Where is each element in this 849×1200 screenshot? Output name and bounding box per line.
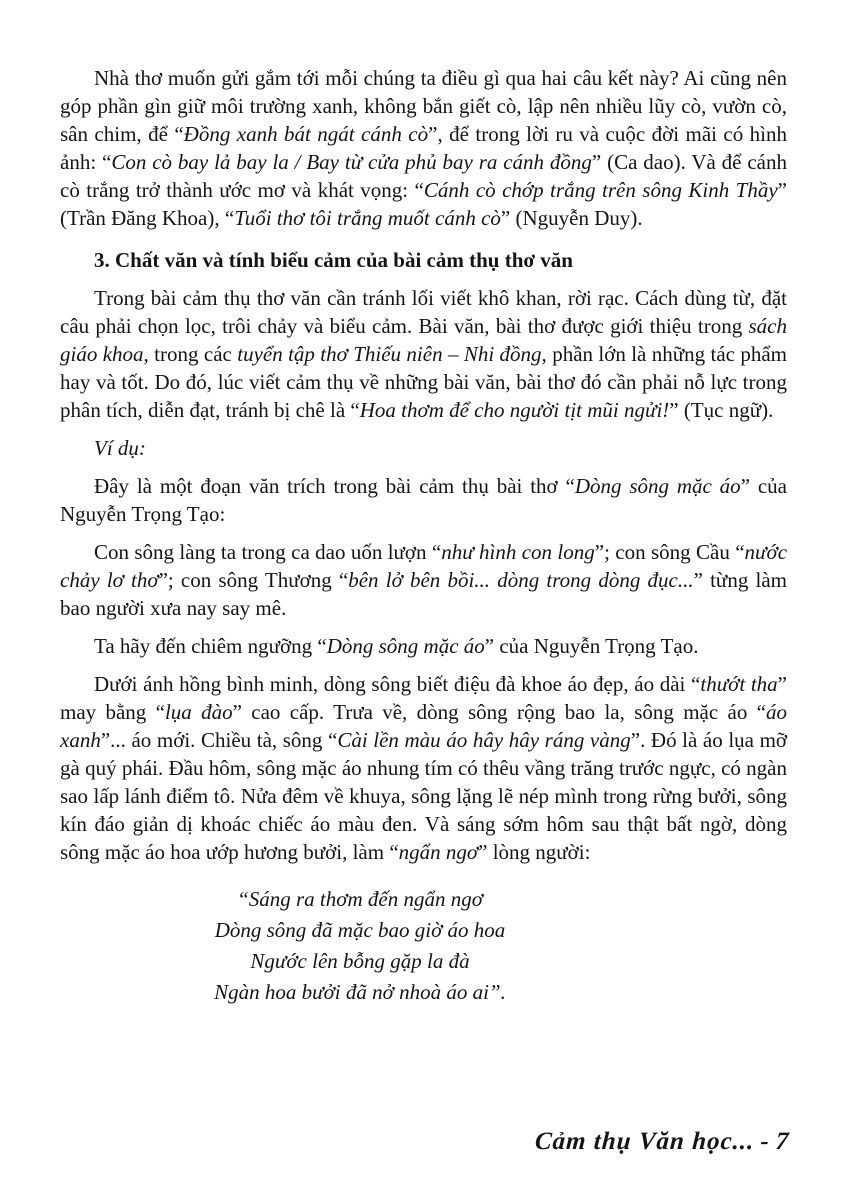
quoted-italic-text: lụa đào <box>164 700 233 724</box>
body-text: ” cao cấp. Trưa về, dòng sông rộng bao la, sông mặc áo “ <box>232 700 766 724</box>
paragraph <box>60 434 787 462</box>
body-text: ” (Nguyễn Duy). <box>500 206 643 230</box>
quoted-italic-text: Tuổi thơ tôi trắng muốt cánh cò <box>234 206 501 230</box>
quoted-italic-text: áo xanh <box>60 700 787 752</box>
page-footer <box>534 1128 790 1156</box>
quoted-italic-text: Cánh cò chớp trắng trên sông Kinh Thầy <box>423 178 778 202</box>
quoted-italic-text: Hoa thơm để cho người tịt mũi ngửi! <box>359 398 670 422</box>
body-text: , trong các <box>143 342 238 366</box>
body-text: ” của Nguyễn Trọng Tạo: <box>60 474 787 526</box>
body-text: ”; con sông Thương “ <box>158 568 349 592</box>
body-text: ” lòng người: <box>478 840 591 864</box>
paragraph <box>60 538 787 622</box>
body-text: Dưới ánh hồng bình minh, dòng sông biết điệu đà khoe áo đẹp, áo dài “ <box>94 672 701 696</box>
body-text: 3. Chất văn và tính biểu cảm của bài cảm thụ thơ văn <box>94 248 573 272</box>
page-content <box>60 64 787 1008</box>
quoted-italic-text: Ví dụ: <box>94 436 146 460</box>
quoted-italic-text: bên lở bên bồi... dòng trong dòng đục... <box>348 568 694 592</box>
body-text: phần lớn là những tác phẩm hay và tốt. Do đó, lúc viết cảm thụ về những bài văn, bài thơ đó cần phải nỗ lực trong phân tích, diễn đạt, tránh bị chê là “ <box>60 342 788 422</box>
quoted-italic-text: Dòng sông mặc áo <box>326 634 485 658</box>
quoted-italic-text: Cài lền màu áo hây hây ráng vàng <box>337 728 631 752</box>
body-text: ” may bằng “ <box>60 672 787 724</box>
poem-line: Dòng sông đã mặc bao giờ áo hoa <box>214 918 506 942</box>
quoted-italic-text: như hình con long <box>441 540 595 564</box>
body-text: ”. Đó là áo lụa mỡ gà quý phái. Đầu hôm, sông mặc áo nhung tím có thêu vầng trăng trước ngực, có ngàn sao lấp lánh điểm tô. Nửa đêm về khuya, sông lặng lẽ nép mình trong rừng bưởi, sông kín đáo giản dị khoác chiếc áo màu đen. Và sáng sớm hôm sau thật bất ngờ, dòng sông mặc áo hoa ướp hương bưởi, làm “ <box>60 728 788 864</box>
poem-line: Ngàn hoa bưởi đã nở nhoà áo ai”. <box>214 980 506 1004</box>
body-text: Trong bài cảm thụ thơ văn cần tránh lối viết khô khan, rời rạc. Cách dùng từ, đặt câu phải chọn lọc, trôi chảy và biểu cảm. Bài văn, bài thơ được giới thiệu trong <box>60 286 787 338</box>
body-text: ” (Tục ngữ). <box>669 398 774 422</box>
footer-running-title: Cảm thụ Văn học... <box>533 1128 756 1155</box>
quoted-italic-text: thướt tha <box>700 672 778 696</box>
quoted-italic-text: Đồng xanh bát ngát cánh cò <box>183 122 429 146</box>
body-text: Ta hãy đến chiêm ngưỡng “ <box>94 634 327 658</box>
body-text: ”, để trong lời ru và cuộc đời mãi có hình ảnh: “ <box>60 122 787 174</box>
body-text: ” từng làm bao người xưa nay say mê. <box>60 568 787 620</box>
quoted-italic-text: Con cò bay lả bay la / Bay từ cửa phủ bay ra cánh đồng <box>111 150 592 174</box>
quoted-italic-text: ngẩn ngơ <box>398 840 479 864</box>
paragraph <box>60 472 787 528</box>
body-text: Con sông làng ta trong ca dao uốn lượn “ <box>94 540 442 564</box>
poem-line: “Sáng ra thơm đến ngẩn ngơ <box>237 887 483 911</box>
quoted-italic-text: tuyển tập thơ Thiếu niên – Nhi đồng, <box>237 342 547 366</box>
body-text: Đây là một đoạn văn trích trong bài cảm thụ bài thơ “ <box>94 474 575 498</box>
body-text: ”... áo mới. Chiều tà, sông “ <box>100 728 338 752</box>
body-text: ” của Nguyễn Trọng Tạo. <box>484 634 699 658</box>
paragraph <box>60 632 787 660</box>
quoted-italic-text: nước chảy lơ thơ <box>60 540 788 592</box>
poem-quote <box>60 884 660 1008</box>
page-number: 7 <box>774 1128 790 1155</box>
paragraph <box>60 670 787 866</box>
footer-separator: - <box>759 1128 771 1155</box>
quoted-italic-text: Dòng sông mặc áo <box>574 474 741 498</box>
body-text: ” (Trần Đăng Khoa), “ <box>60 178 787 230</box>
body-text: ” (Ca dao). Và để cánh cò trắng trở thành ước mơ và khát vọng: “ <box>60 150 787 202</box>
paragraph <box>60 284 787 424</box>
poem-line: Ngước lên bỗng gặp la đà <box>250 949 470 973</box>
quoted-italic-text: sách giáo khoa <box>60 314 787 366</box>
section-heading <box>60 246 787 274</box>
body-text: ”; con sông Cầu “ <box>594 540 745 564</box>
paragraph <box>60 64 787 232</box>
body-text: Nhà thơ muốn gửi gắm tới mỗi chúng ta điều gì qua hai câu kết này? Ai cũng nên góp phần gìn giữ môi trường xanh, không bắn giết cò, lập nên nhiều lũy cò, vườn cò, sân chim, để “ <box>60 66 787 146</box>
